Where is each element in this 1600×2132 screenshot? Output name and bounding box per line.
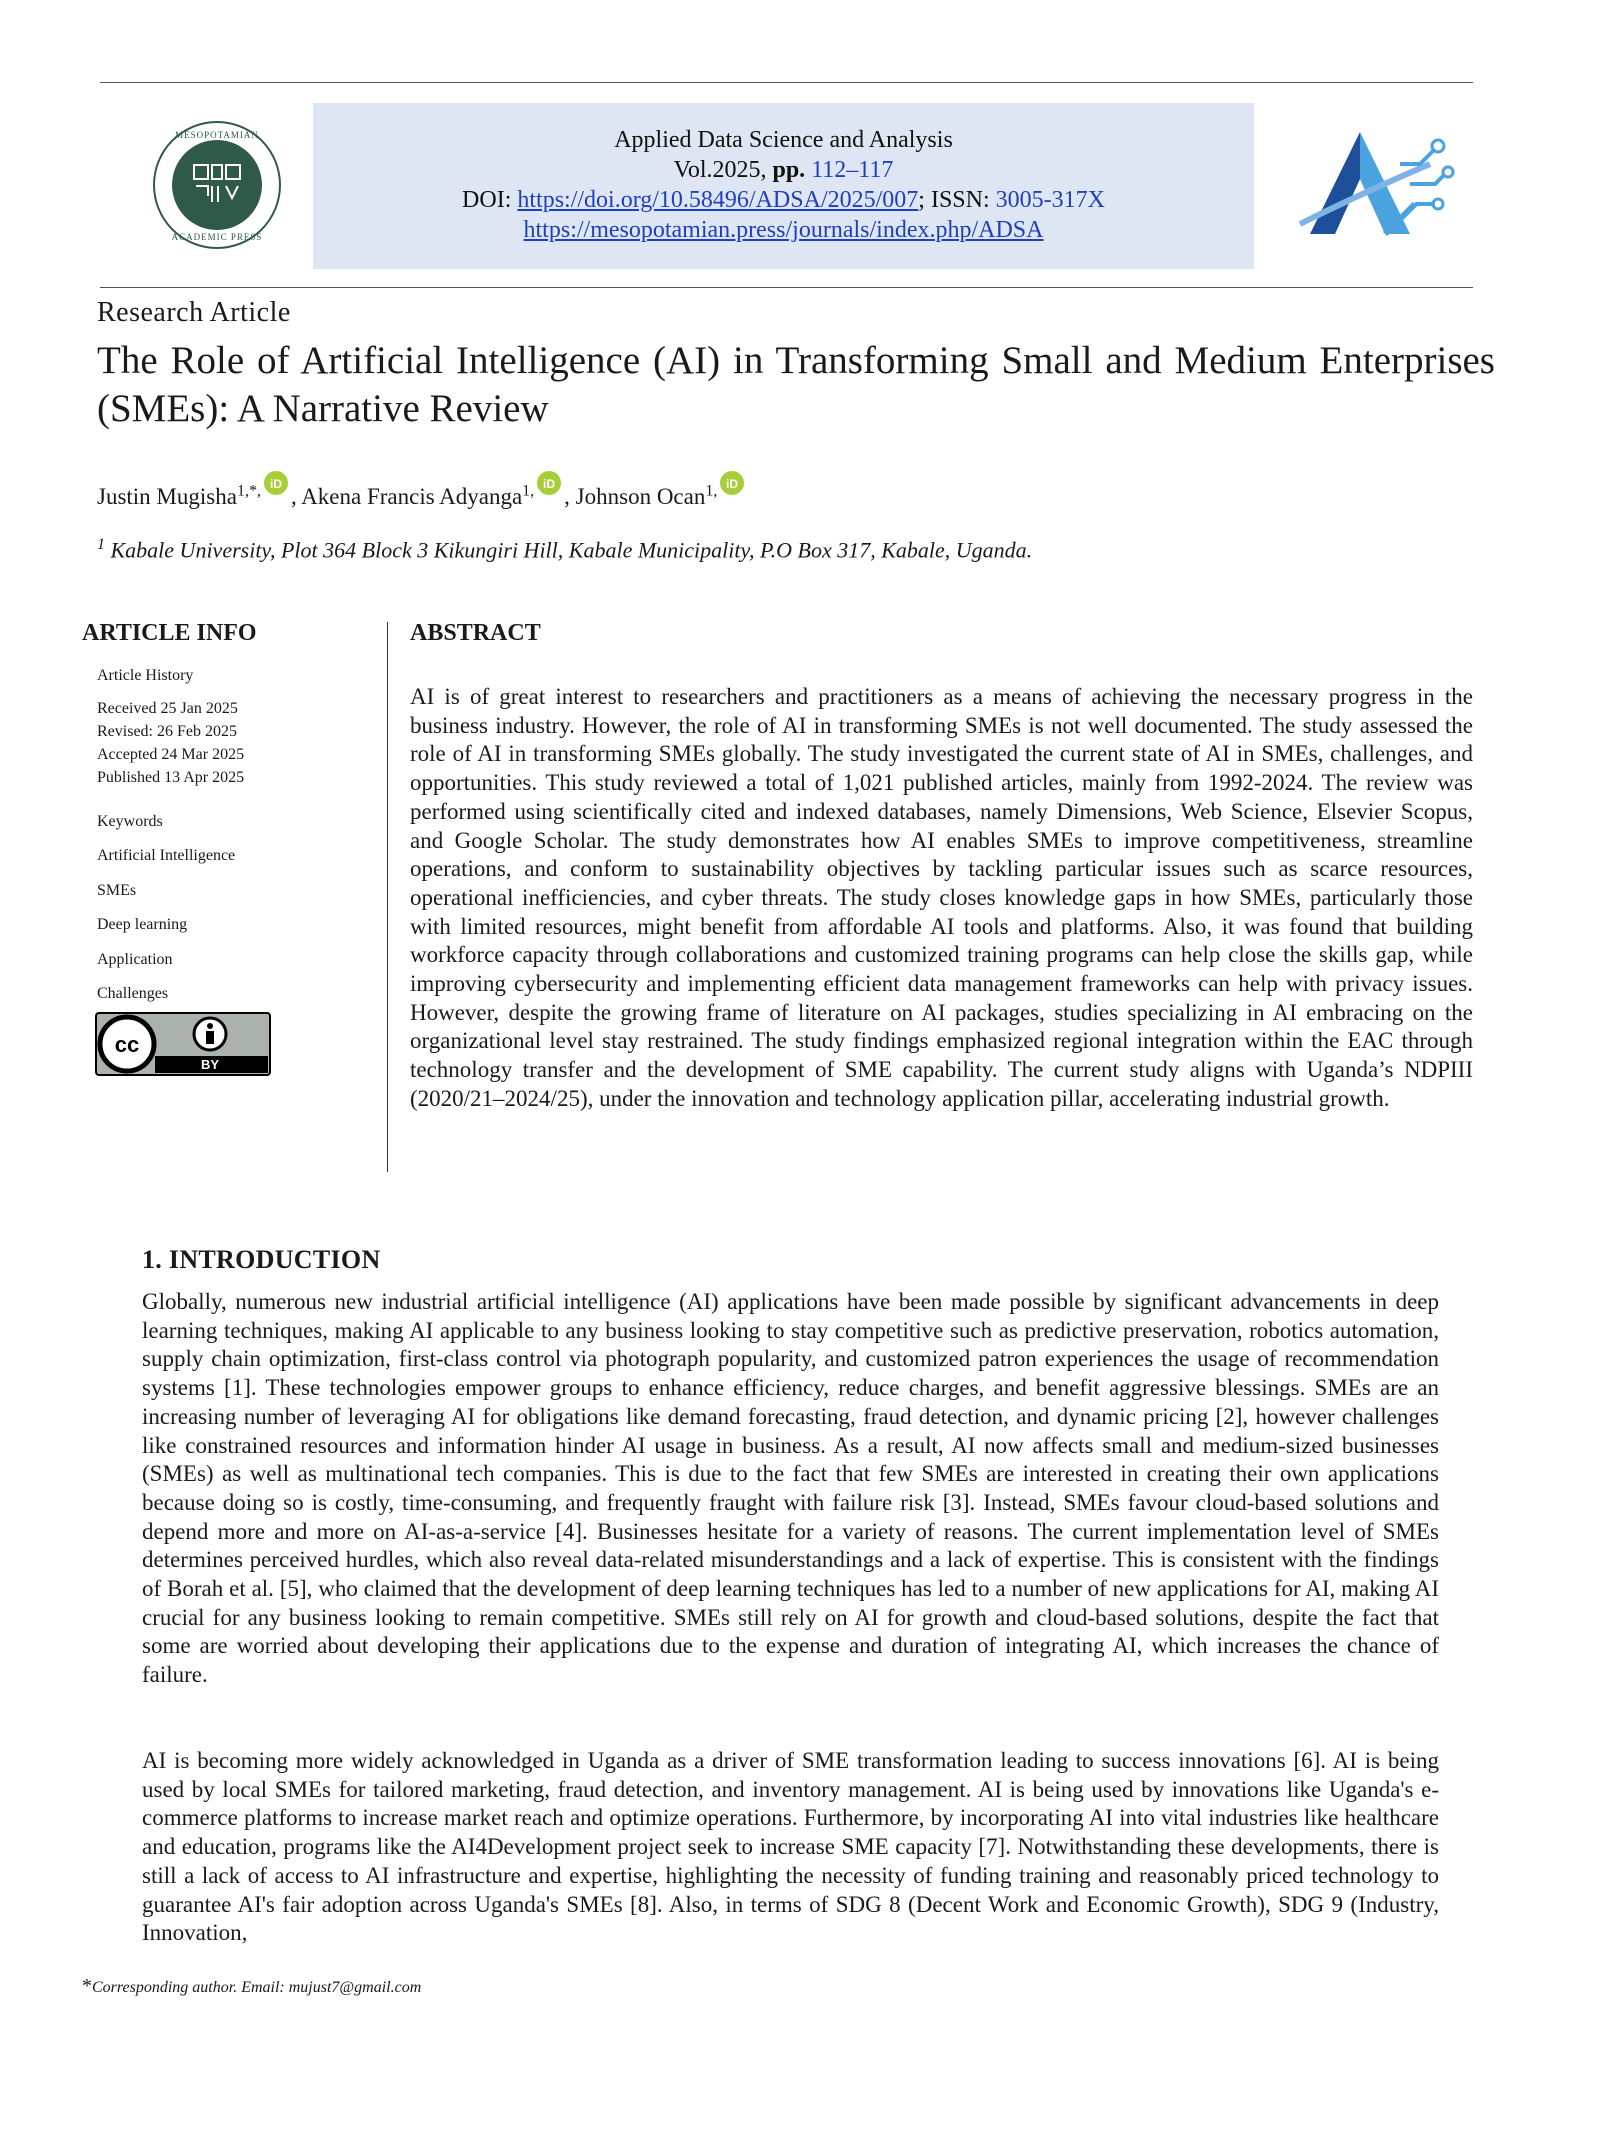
page-range: 112–117: [805, 157, 894, 183]
doi-link[interactable]: https://doi.org/10.58496/ADSA/2025/007: [517, 187, 919, 213]
author-name: , Akena Francis Adyanga: [290, 484, 523, 509]
issn-label: ; ISSN:: [918, 187, 996, 213]
history-label: Article History: [97, 667, 194, 684]
abstract-heading: ABSTRACT: [410, 620, 541, 646]
affiliation: [97, 536, 1032, 563]
author-name: , Johnson Ocan: [564, 484, 706, 509]
svg-text:cc: cc: [114, 1032, 140, 1057]
svg-text:ACADEMIC PRESS: ACADEMIC PRESS: [171, 232, 263, 242]
intro-paragraph-1: Globally, numerous new industrial artificial intelligence (AI) applications have been made possible by significant advancements in deep learning techniques, making AI applicable to any business looking to stay competitive such as predictive preservation, robotics automation, supply chain optimization, first-class control via photograph popularity, and customized patron experiences the usage of recommendation systems [1]. These technologies empower groups to enhance efficiency, reduce charges, and benefit aggressive blessings. SMEs are an increasing number of leveraging AI for obligations like demand forecasting, fraud detection, and dynamic pricing [2], however challenges like constrained resources and information hinder AI usage in business. As a result, AI now affects small and medium-sized businesses (SMEs) as well as multinational tech companies. This is due to the fact that few SMEs are interested in creating their own applications because doing so is costly, time-consuming, and frequently fraught with failure risk [3]. Instead, SMEs favour cloud-based solutions and depend more and more on AI-as-a-service [4]. Businesses hesitate for a variety of reasons. The current implementation level of SMEs determines perceived hurdles, which also reveal data-related misunderstandings and a lack of expertise. This is consistent with the findings of Borah et al. [5], who claimed that the development of deep learning techniques has led to a number of new applications for AI, making AI crucial for any business looking to remain competitive. SMEs still rely on AI for growth and cloud-based solutions, despite the fact that some are worried about developing their applications due to the expense and duration of integrating AI, which increases the chance of failure.: [142, 1289, 1439, 1688]
keyword-item: SMEs: [97, 882, 137, 899]
footnote-text: Corresponding author. Email: mujust7@gmail.com: [92, 1979, 422, 1996]
doi-line: [313, 185, 1254, 215]
footnote-star: *: [82, 1975, 92, 1997]
svg-text:iD: iD: [726, 477, 739, 491]
orcid-icon[interactable]: [263, 470, 289, 496]
orcid-icon[interactable]: [536, 470, 562, 496]
article-type: Research Article: [97, 297, 291, 328]
doi-label: DOI:: [462, 187, 518, 213]
journal-url-link[interactable]: https://mesopotamian.press/journals/index.php/ADSA: [523, 217, 1044, 243]
svg-text:BY: BY: [200, 1057, 220, 1072]
corresponding-author-footnote: [82, 1975, 421, 1998]
keywords-label: Keywords: [97, 813, 163, 830]
svg-text:iD: iD: [269, 477, 282, 491]
author-sup: 1,*,: [236, 482, 261, 500]
keyword-item: Application: [97, 951, 173, 968]
introduction-heading: 1. INTRODUCTION: [142, 1245, 381, 1274]
history-published: Published 13 Apr 2025: [97, 769, 245, 786]
journal-header: [313, 103, 1254, 269]
keyword-item: Deep learning: [97, 916, 188, 933]
history-accepted: Accepted 24 Mar 2025: [97, 746, 245, 763]
history-received: Received 25 Jan 2025: [97, 700, 238, 717]
column-divider: [387, 622, 388, 1172]
affiliation-text: Kabale University, Plot 364 Block 3 Kikungiri Hill, Kabale Municipality, P.O Box 317, Kabale, Uganda.: [110, 537, 1033, 563]
publisher-seal-logo: [152, 120, 282, 250]
affiliation-sup: 1: [97, 536, 105, 553]
author-list: [97, 470, 747, 512]
top-rule: [100, 82, 1473, 83]
journal-name: Applied Data Science and Analysis: [614, 127, 953, 153]
header-rule: [100, 287, 1473, 288]
volume-pages: [313, 155, 1254, 185]
history-revised: Revised: 26 Feb 2025: [97, 723, 237, 740]
author-name: Justin Mugisha: [97, 484, 237, 509]
paper-title: The Role of Artificial Intelligence (AI) in Transforming Small and Medium Enterprises (SMEs): A Narrative Review: [97, 339, 1495, 430]
journal-logo: [1290, 124, 1460, 254]
article-info-heading: ARTICLE INFO: [82, 620, 257, 646]
volume-text: Vol.2025,: [673, 157, 773, 183]
orcid-icon[interactable]: [719, 470, 745, 496]
svg-text:iD: iD: [543, 477, 556, 491]
journal-url-line: [313, 215, 1254, 245]
issn-number: 3005-317X: [995, 187, 1105, 213]
pp-label: pp.: [772, 157, 806, 183]
abstract-text: AI is of great interest to researchers and practitioners as a means of achieving the necessary progress in the business industry. However, the role of AI in transforming SMEs is not well documented. The study assessed the role of AI in transforming SMEs globally. The study investigated the current state of AI in SMEs, challenges, and opportunities. This study reviewed a total of 1,021 published articles, mainly from 1992-2024. The review was performed using scientifically cited and indexed databases, namely Dimensions, Web Science, Elsevier Scopus, and Google Scholar. The study demonstrates how AI enables SMEs to improve competitiveness, streamline operations, and conform to sustainability objectives by tackling particular issues such as scarce resources, operational inefficiencies, and cyber threats. The study closes knowledge gaps in how SMEs, particularly those with limited resources, might benefit from affordable AI tools and platforms. Also, it was found that building workforce capacity through collaborations and customized training programs can help close the skills gap, while improving cybersecurity and implementing efficient data management frameworks can help with privacy issues. However, despite the growing frame of literature on AI packages, studies specializing in AI embracing on the organizational level stay restrained. The study findings emphasized regional integration within the EAC through technology transfer and the development of SME capability. The current study aligns with Uganda’s NDPIII (2020/21–2024/25), under the innovation and technology application pillar, accelerating industrial growth.: [410, 684, 1473, 1111]
keyword-item: Challenges: [97, 985, 169, 1002]
keyword-item: Artificial Intelligence: [97, 847, 236, 864]
svg-text:MESOPOTAMIAN: MESOPOTAMIAN: [175, 130, 259, 140]
author-sup: 1,: [705, 482, 718, 500]
cc-by-license-badge[interactable]: [95, 1012, 271, 1076]
author-sup: 1,: [522, 482, 535, 500]
intro-paragraph-2: AI is becoming more widely acknowledged in Uganda as a driver of SME transformation leading to success innovations [6]. AI is being used by local SMEs for tailored marketing, fraud detection, and inventory management. AI is being used by innovations like Uganda's e-commerce platforms to increase market reach and optimize operations. Furthermore, by incorporating AI into vital industries like healthcare and education, programs like the AI4Development project seek to increase SME capacity [7]. Notwithstanding these developments, there is still a lack of access to AI infrastructure and expertise, highlighting the necessity of funding training and reasonably priced technology to guarantee AI's fair adoption across Uganda's SMEs [8]. Also, in terms of SDG 8 (Decent Work and Economic Growth), SDG 9 (Industry, Innovation,: [142, 1748, 1439, 1946]
